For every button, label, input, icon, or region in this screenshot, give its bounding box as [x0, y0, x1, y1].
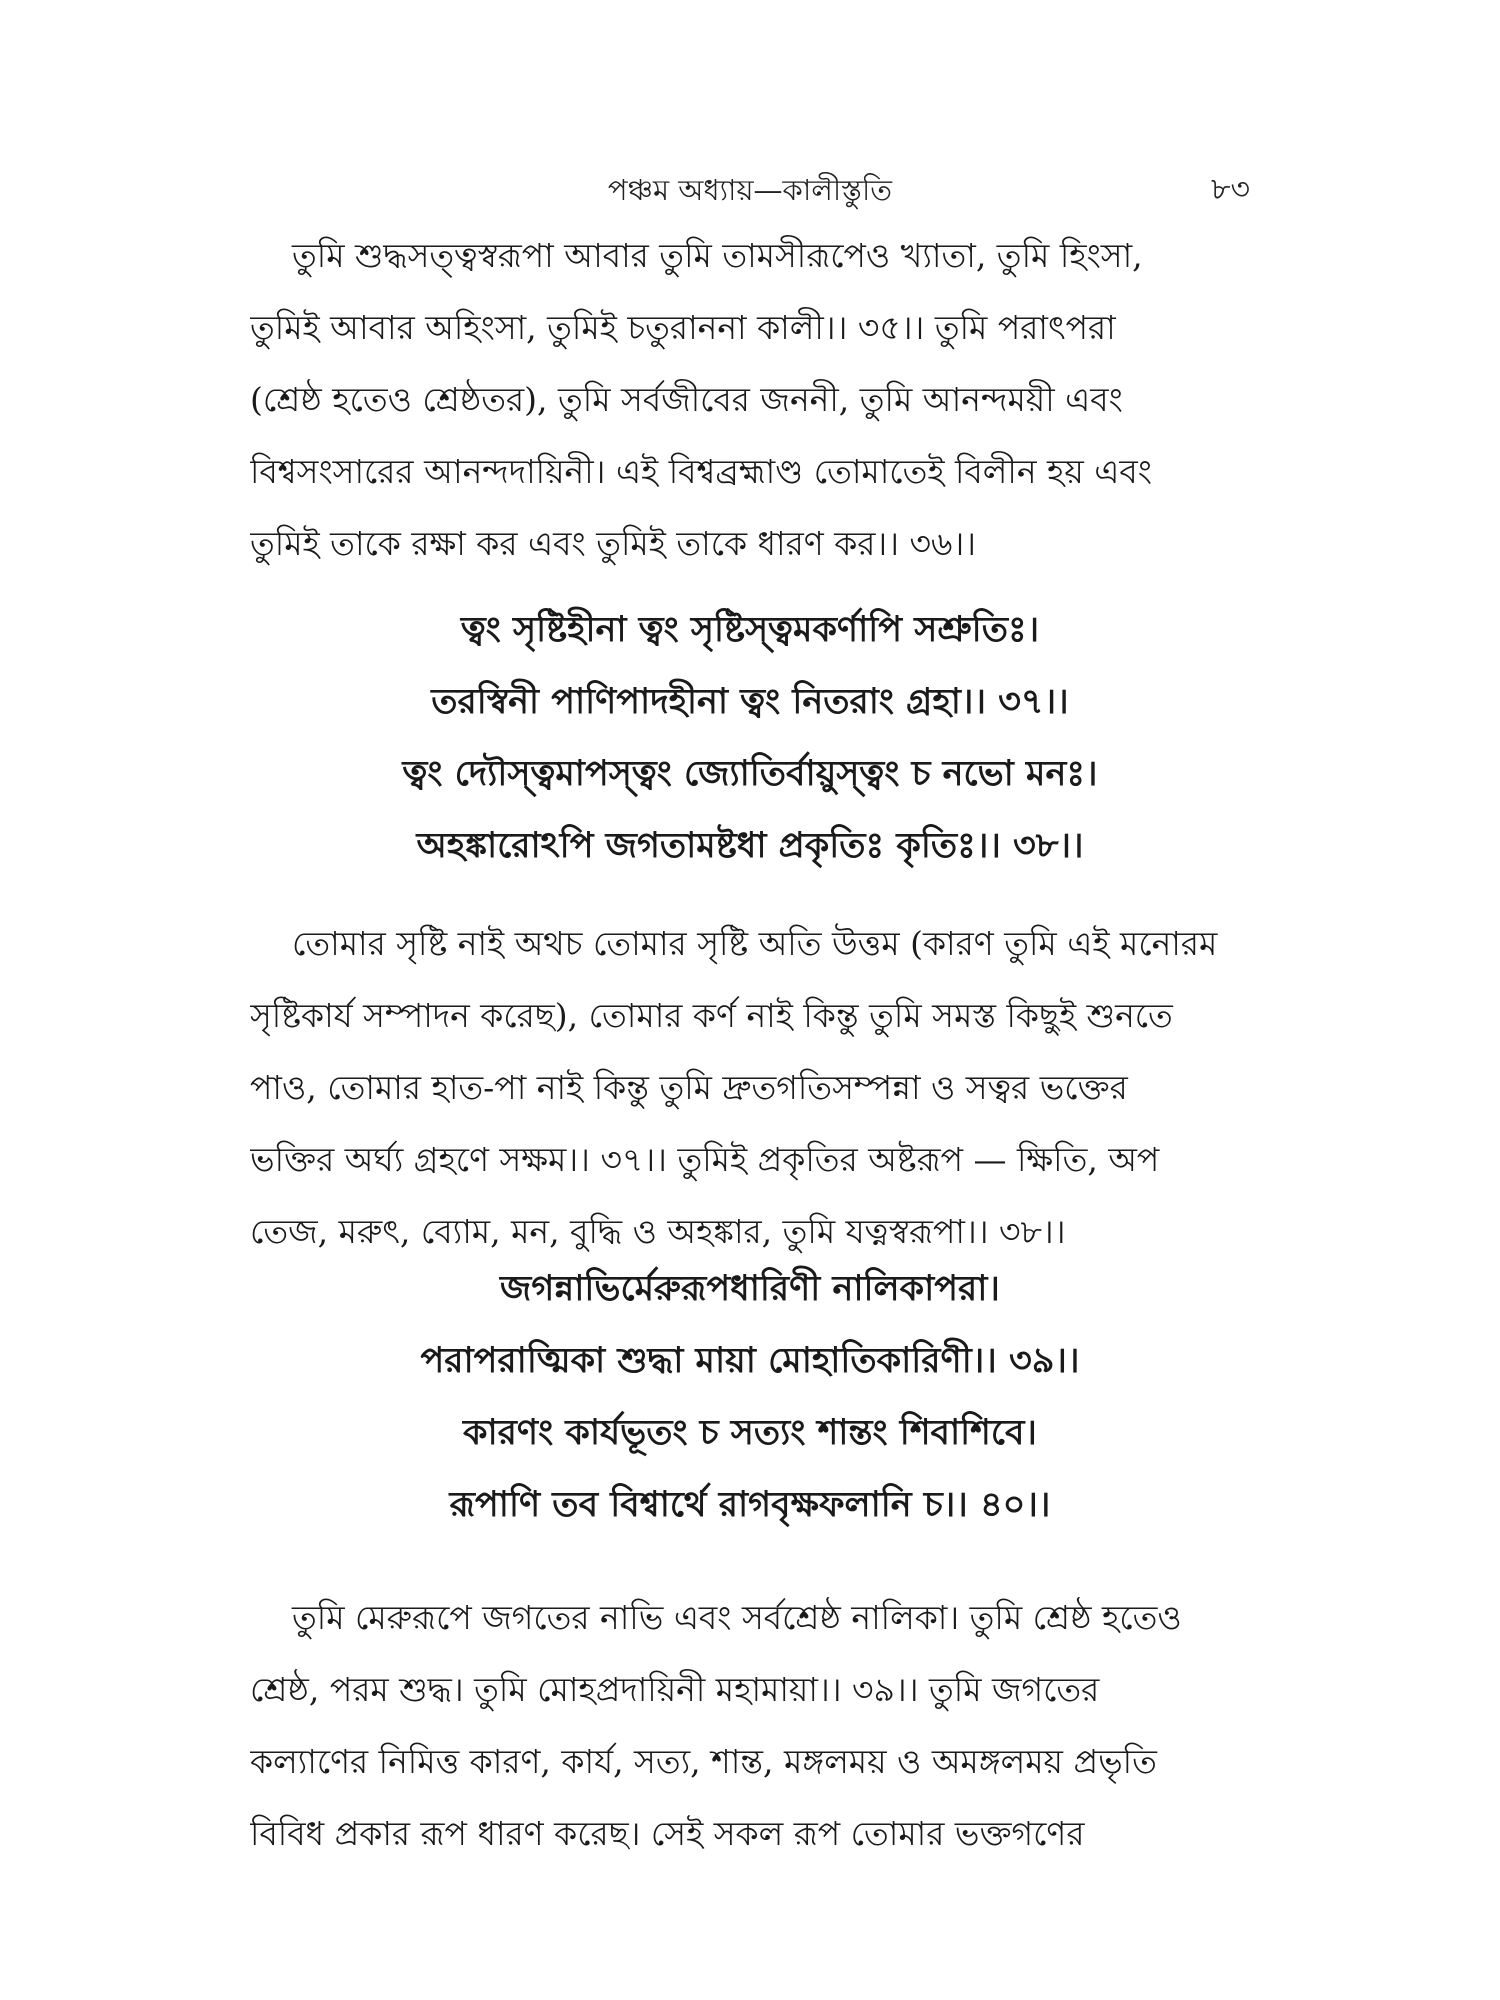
sanskrit-verse-39-40 [250, 1253, 1250, 1541]
verse-line: তরস্বিনী পাণিপাদহীনা ত্বং নিতরাং গ্রহা।। ৩৭।। [431, 681, 1069, 722]
text-line: বিশ্বসংসারের আনন্দদায়িনী। এই বিশ্বব্রহ্মাণ্ড তোমাতেই বিলীন হয় এবং [250, 452, 1152, 491]
verse-line: অহঙ্কারোঽপি জগতামষ্টধা প্রকৃতিঃ কৃতিঃ।। ৩৮।। [416, 825, 1084, 866]
paragraph-translation-39-40 [250, 1582, 1250, 1870]
text-line: তুমি মেরুরূপে জগতের নাভি এবং সর্বশ্রেষ্ঠ নালিকা। তুমি শ্রেষ্ঠ হতেও [292, 1598, 1182, 1637]
verse-line: রূপাণি তব বিশ্বার্থে রাগবৃক্ষফলানি চ।। ৪০।। [449, 1484, 1051, 1525]
text-line: তুমিই আবার অহিংসা, তুমিই চতুরাননা কালী।। ৩৫।। তুমি পরাৎপরা [250, 308, 1116, 347]
text-line: তুমি শুদ্ধসত্ত্বস্বরূপা আবার তুমি তামসীরূপেও খ্যাতা, তুমি হিংসা, [292, 236, 1143, 275]
text-line: কল্যাণের নিমিত্ত কারণ, কার্য, সত্য, শান্ত, মঙ্গলময় ও অমঙ্গলময় প্রভৃতি [250, 1742, 1157, 1781]
text-line: বিবিধ প্রকার রূপ ধারণ করেছ। সেই সকল রূপ তোমার ভক্তগণের [250, 1814, 1085, 1853]
paragraph-translation-37-38 [250, 908, 1250, 1268]
page-header [0, 165, 1500, 215]
verse-line: জগন্নাভির্মেরুরূপধারিণী নালিকাপরা। [500, 1268, 1000, 1309]
text-line: তুমিই তাকে রক্ষা কর এবং তুমিই তাকে ধারণ কর।। ৩৬।। [250, 524, 977, 563]
text-line: পাও, তোমার হাত-পা নাই কিন্তু তুমি দ্রুতগতিসম্পন্না ও সত্বর ভক্তের [250, 1068, 1128, 1107]
running-header-title: পঞ্চম অধ্যায়—কালীস্তুতি [607, 173, 893, 207]
verse-line: ত্বং সৃষ্টিহীনা ত্বং সৃষ্টিস্ত্বমকর্ণাপি সশ্রুতিঃ। [460, 609, 1040, 650]
text-line: ভক্তির অর্ঘ্য গ্রহণে সক্ষম।। ৩৭।। তুমিই প্রকৃতির অষ্টরূপ — ক্ষিতি, অপ [250, 1140, 1160, 1179]
sanskrit-verse-37-38 [250, 594, 1250, 882]
paragraph-translation-35-36 [250, 220, 1250, 580]
text-line: শ্রেষ্ঠ, পরম শুদ্ধ। তুমি মোহপ্রদায়িনী মহামায়া।। ৩৯।। তুমি জগতের [250, 1670, 1100, 1709]
text-line: তোমার সৃষ্টি নাই অথচ তোমার সৃষ্টি অতি উত্তম (কারণ তুমি এই মনোরম [292, 924, 1218, 963]
verse-line: পরাপরাত্মিকা শুদ্ধা মায়া মোহাতিকারিণী।। ৩৯।। [420, 1340, 1080, 1381]
text-line: তেজ, মরুৎ, ব্যোম, মন, বুদ্ধি ও অহঙ্কার, তুমি যত্নস্বরূপা।। ৩৮।। [250, 1212, 1066, 1251]
text-line: সৃষ্টিকার্য সম্পাদন করেছ), তোমার কর্ণ নাই কিন্তু তুমি সমস্ত কিছুই শুনতে [250, 996, 1173, 1035]
page-number: ৮৩ [1211, 172, 1250, 207]
verse-line: কারণং কার্যভূতং চ সত্যং শান্তং শিবাশিবে। [463, 1412, 1037, 1453]
verse-line: ত্বং দ্যৌস্ত্বমাপস্ত্বং জ্যোতির্বায়ুস্ত্বং চ নভো মনঃ। [402, 753, 1098, 794]
text-line: (শ্রেষ্ঠ হতেও শ্রেষ্ঠতর), তুমি সর্বজীবের জননী, তুমি আনন্দময়ী এবং [250, 380, 1123, 419]
